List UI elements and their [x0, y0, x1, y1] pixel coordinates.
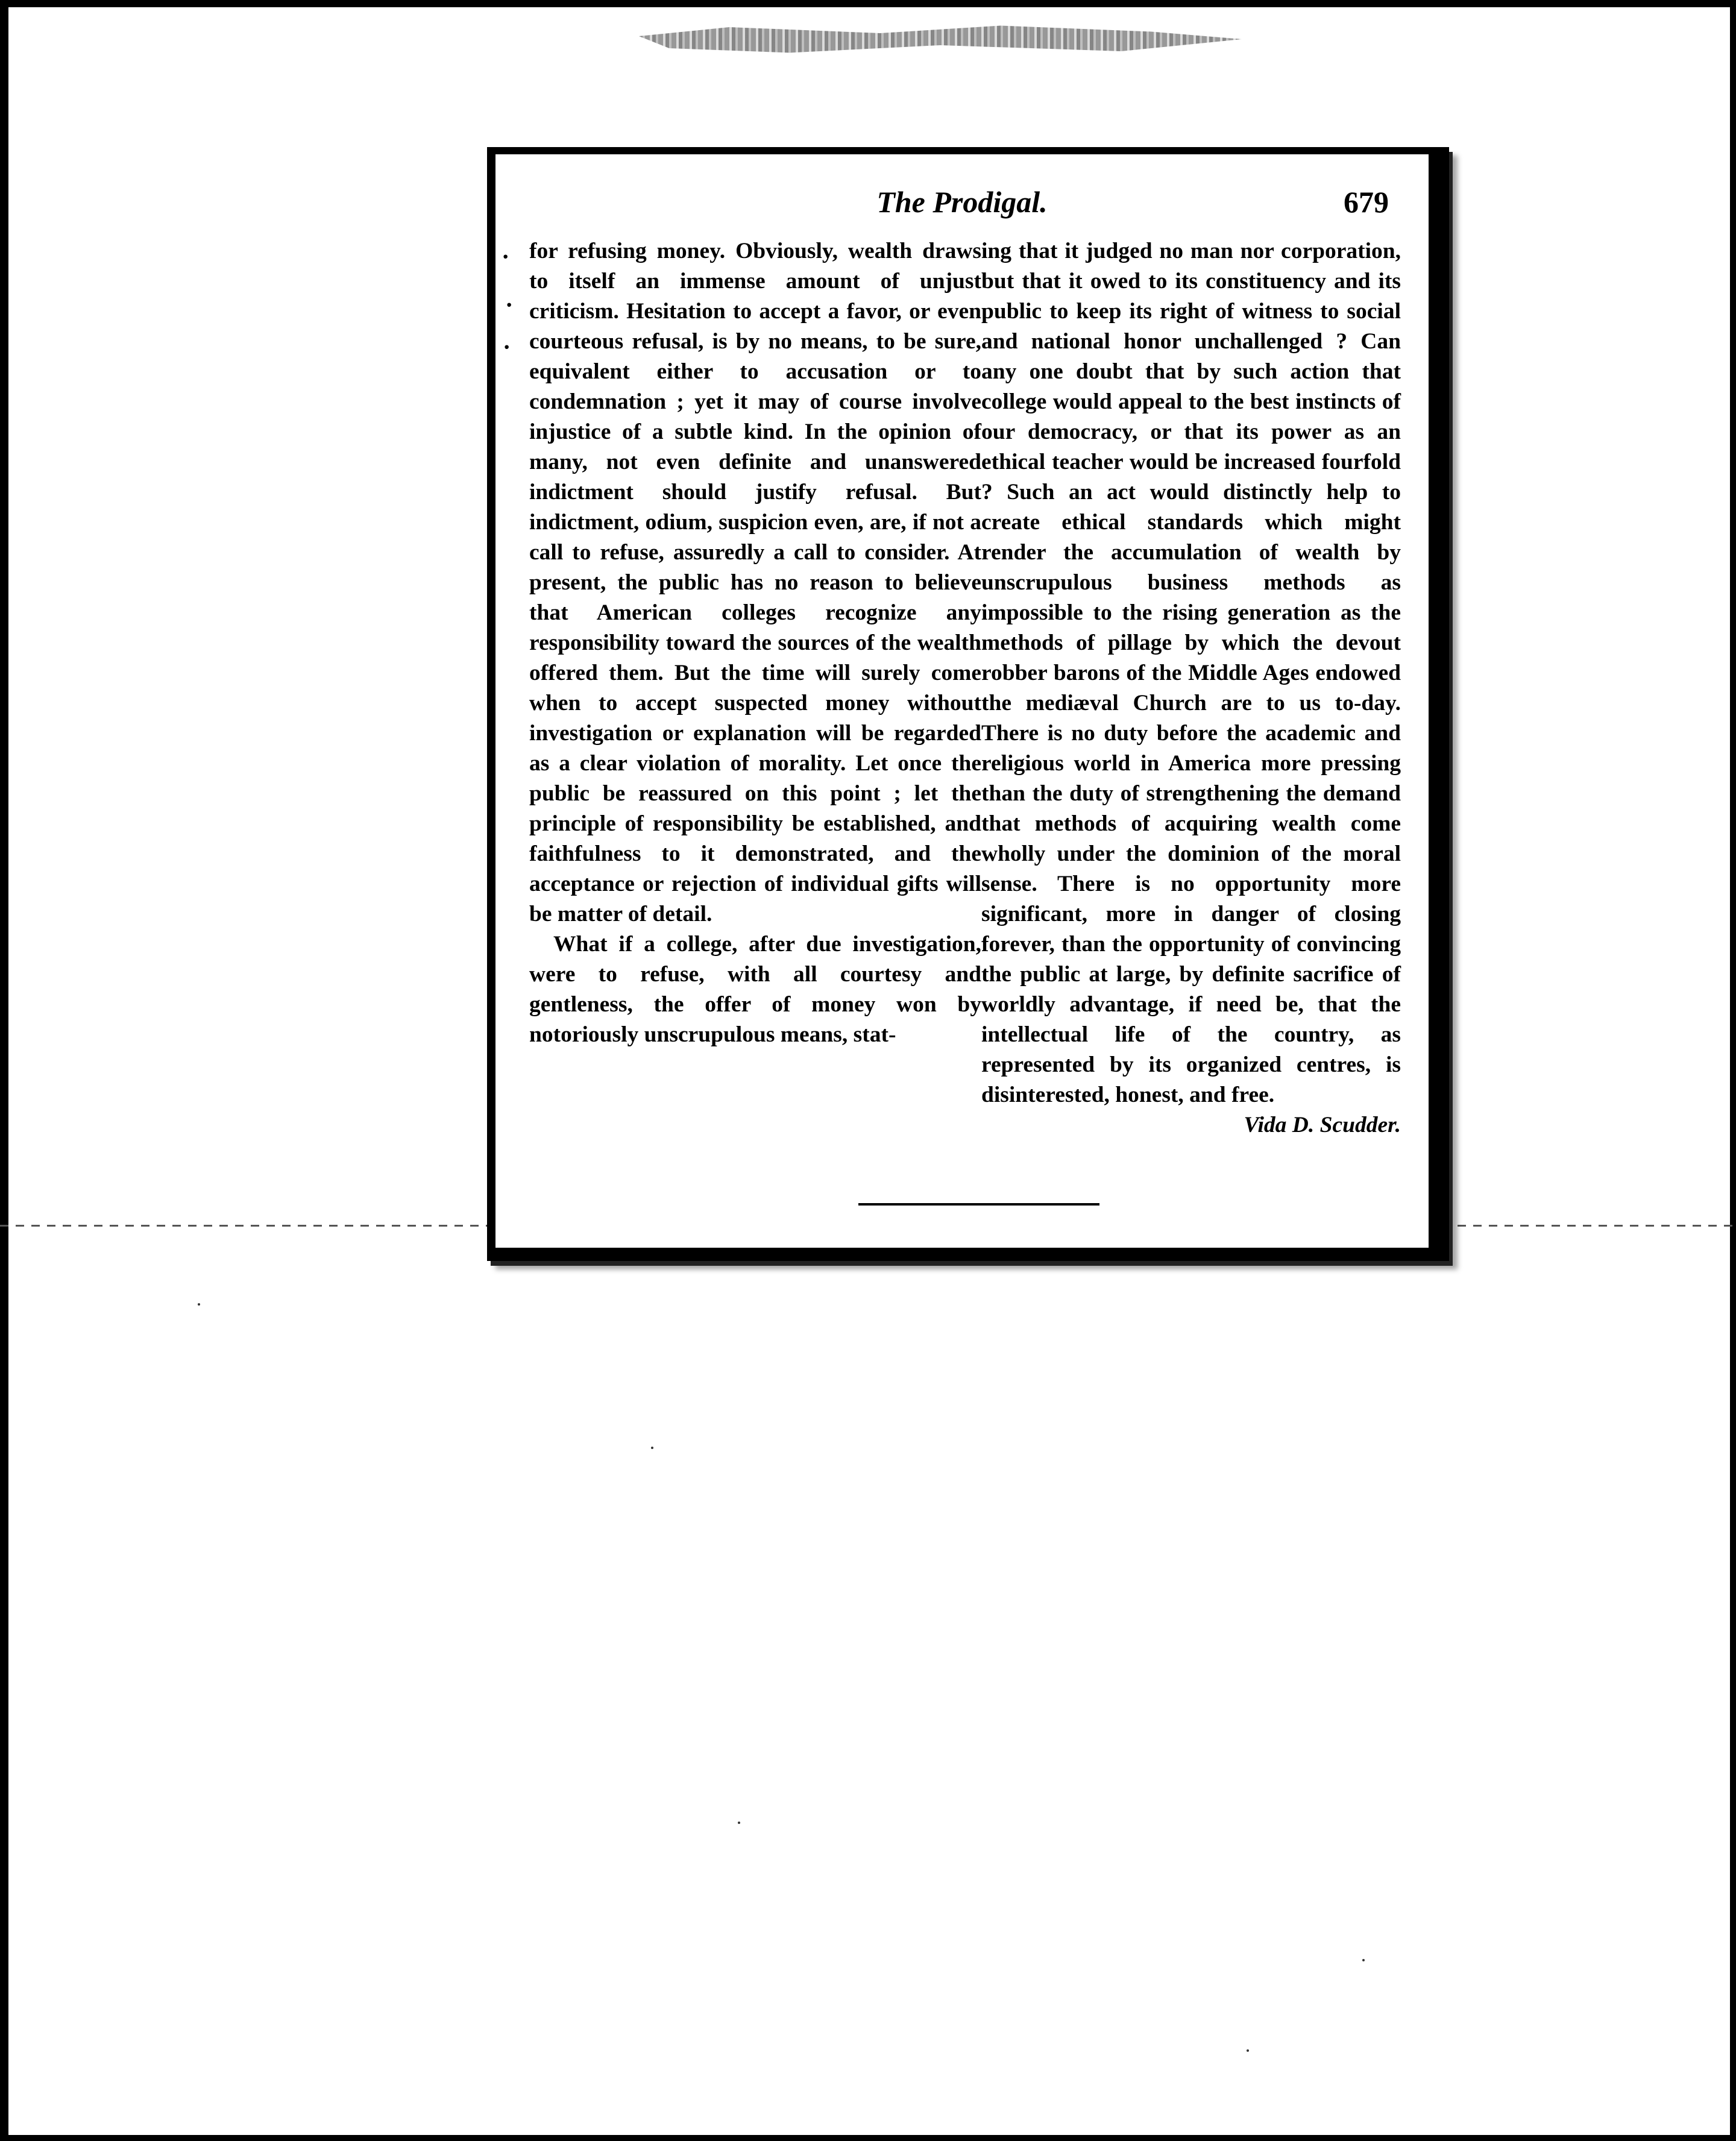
running-head: The Prodigal.: [876, 185, 1048, 219]
margin-mark: ·: [502, 243, 510, 270]
page-header: [495, 184, 1429, 233]
scan-speck: [198, 1303, 200, 1306]
author-signature: Vida D. Scudder.: [1244, 1113, 1401, 1137]
right-column: [981, 236, 1401, 1140]
scan-speck: [651, 1447, 653, 1449]
book-page: [487, 147, 1449, 1261]
margin-mark: ·: [503, 333, 511, 360]
right-paragraph-1: ing that it judged no man nor corporation, but that it owed to its constituency and its public to keep its right of witness to social and national honor unchallenged ? Can any one doubt that by such action that college would appeal to the best instincts of our democracy, or that its power as an ethical teacher would be increased fourfold ? Such an act would distinctly help to create ethical standards which might render the accumulation of wealth by unscrupulous business methods as impossible to the rising generation as the methods of pillage by which the devout robber barons of the Middle Ages endowed the mediæval Church are to us to-day. There is no duty before the academic and religious world in America more pressing than the duty of strengthening the demand that methods of acquiring wealth come wholly under the dominion of the moral sense. There is no opportunity more significant, more in danger of closing forever, than the opportunity of convincing the public at large, by definite sacrifice of worldly advantage, if need be, that the intellectual life of the country, as represented by its organized centres, is disinterested, honest, and free.: [981, 239, 1401, 1107]
end-rule: [858, 1203, 1099, 1206]
left-paragraph-2: What if a college, after due investigation, were to refuse, with all courtesy and gentleness, the offer of money won by notoriously unscrupulous means, stat-: [529, 932, 981, 1047]
left-paragraph-1: for refusing money. Obviously, wealth draws to itself an immense amount of unjust criticism. Hesitation to accept a favor, or even courteous refusal, is by no means, to be sure, equivalent either to accusation or to condemnation ; yet it may of course involve injustice of a subtle kind. In the opinion of many, not even definite and unanswered indictment should justify refusal. But indictment, odium, suspicion even, are, if not a call to refuse, assuredly a call to consider. At present, the public has no reason to believe that American colleges recognize any responsibility toward the sources of the wealth offered them. But the time will surely come when to accept suspected money without investigation or explanation will be regarded as a clear violation of morality. Let once the public be reassured on this point ; let the principle of responsibility be established, and faithfulness to it demonstrated, and the acceptance or rejection of individual gifts will be matter of detail.: [529, 239, 981, 926]
scan-smudge: [639, 24, 1242, 54]
left-column: [529, 236, 981, 1050]
margin-mark: ·: [505, 291, 514, 318]
scan-speck: [1362, 1959, 1365, 1961]
scan-speck: [1247, 2049, 1249, 2052]
scan-speck: [738, 1822, 740, 1824]
page-number: 679: [1344, 185, 1389, 219]
